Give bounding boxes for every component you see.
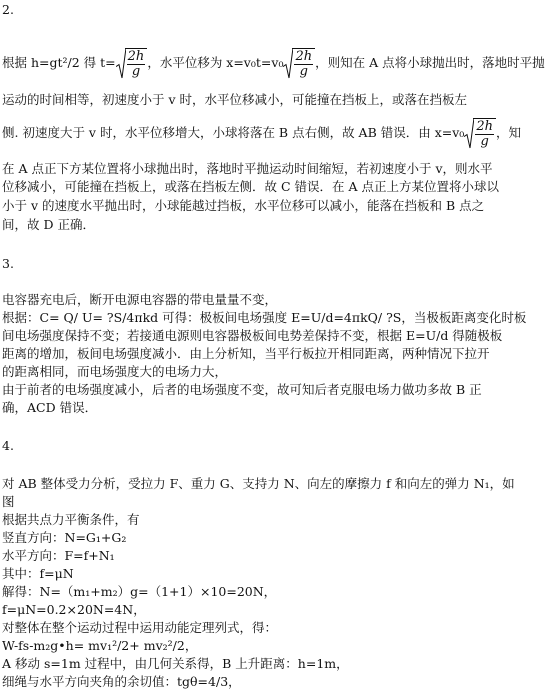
paragraph-line: A 移动 s=1m 过程中，由几何关系得，B 上升距离：h=1m，	[2, 656, 349, 671]
formula-denominator: g	[480, 134, 489, 149]
text-span: ，水平位移为 x=v₀t=v₀	[147, 55, 284, 70]
paragraph-line: 的距离相同，而电场强度大的电场力大，	[2, 364, 228, 379]
text-span: ，则知在 A 点将小球抛出时，落地时平抛	[315, 55, 545, 70]
paragraph-line: 小于 v 的速度水平抛出时，小球能越过挡板，水平位移可以减小，能落在挡板和 B 点之	[2, 198, 485, 213]
sqrt-formula	[116, 48, 148, 79]
section-number: 2.	[2, 2, 14, 17]
paragraph-line: 距离的增加，板间电场强度减小．由上分析知，当平行板拉开相同距离，两种情况下拉开	[2, 346, 490, 361]
formula-denominator: g	[299, 64, 308, 79]
text-span: ，知	[495, 125, 521, 140]
section-number: 4.	[2, 438, 14, 453]
text-span: 根据 h=gt²/2 得 t=	[2, 55, 116, 70]
paragraph-line: 确，ACD 错误．	[2, 400, 98, 415]
paragraph-line: 根据共点力平衡条件，有	[2, 512, 140, 527]
paragraph-line: 电容器充电后，断开电源电容器的带电量量不变，	[2, 292, 278, 307]
paragraph-line: 根据：C= Q/ U= ?S/4πkd 可得：极板间电场强度 E=U/d=4πkQ/ ?S，当极板距离变化时板	[2, 310, 527, 325]
paragraph-line: 间，故 D 正确．	[2, 217, 95, 232]
paragraph-line: f=μN=0.2×20N=4N，	[2, 602, 146, 617]
paragraph-line: 位移减小，可能撞在挡板上，或落在挡板左侧．故 C 错误．在 A 点正上方某位置将小球以	[2, 179, 499, 194]
formula-denominator: g	[131, 64, 141, 79]
paragraph-line: 间电场强度保持不变；若接通电源则电容器极板间电势差保持不变，根据 E=U/d 得随极板	[2, 328, 503, 343]
formula-numerator: 2h	[127, 49, 145, 64]
paragraph-line: 对 AB 整体受力分析，受拉力 F、重力 G、支持力 N、向左的摩擦力 f 和向左的弹力 N₁，如	[2, 476, 515, 491]
paragraph-line: 在 A 点正下方某位置将小球抛出时，落地时平抛运动时间缩短，若初速度小于 v，则水平	[2, 161, 493, 176]
paragraph-line: 竖直方向：N=G₁+G₂	[2, 530, 127, 545]
paragraph-line: 其中：f=μN	[2, 566, 74, 581]
sqrt-formula	[464, 118, 496, 149]
paragraph-line: 水平方向：F=f+N₁	[2, 548, 115, 563]
paragraph-line	[2, 118, 521, 149]
formula-numerator: 2h	[476, 119, 493, 134]
sqrt-formula	[283, 48, 315, 79]
paragraph-line: W-fs-m₂g•h= mv₁²/2+ mv₂²/2，	[2, 638, 198, 653]
paragraph-line	[2, 48, 545, 79]
formula-numerator: 2h	[295, 49, 313, 64]
text-span: 侧. 初速度大于 v 时，水平位移增大，小球将落在 B 点右侧，故 AB 错误．由 x=v₀	[2, 125, 465, 140]
paragraph-line: 细绳与水平方向夹角的余切值：tgθ=4/3，	[2, 674, 241, 689]
section-number: 3.	[2, 256, 14, 271]
paragraph-line: 运动的时间相等，初速度小于 v 时，水平位移减小，可能撞在挡板上，或落在挡板左	[2, 92, 468, 107]
paragraph-line: 解得：N=（m₁+m₂）g=（1+1）×10=20N，	[2, 584, 277, 599]
paragraph-line: 由于前者的电场强度减小，后者的电场强度不变，故可知后者克服电场力做功多故 B 正	[2, 382, 482, 397]
paragraph-line: 对整体在整个运动过程中运用动能定理列式，得：	[2, 620, 278, 635]
paragraph-line: 图	[2, 494, 15, 509]
